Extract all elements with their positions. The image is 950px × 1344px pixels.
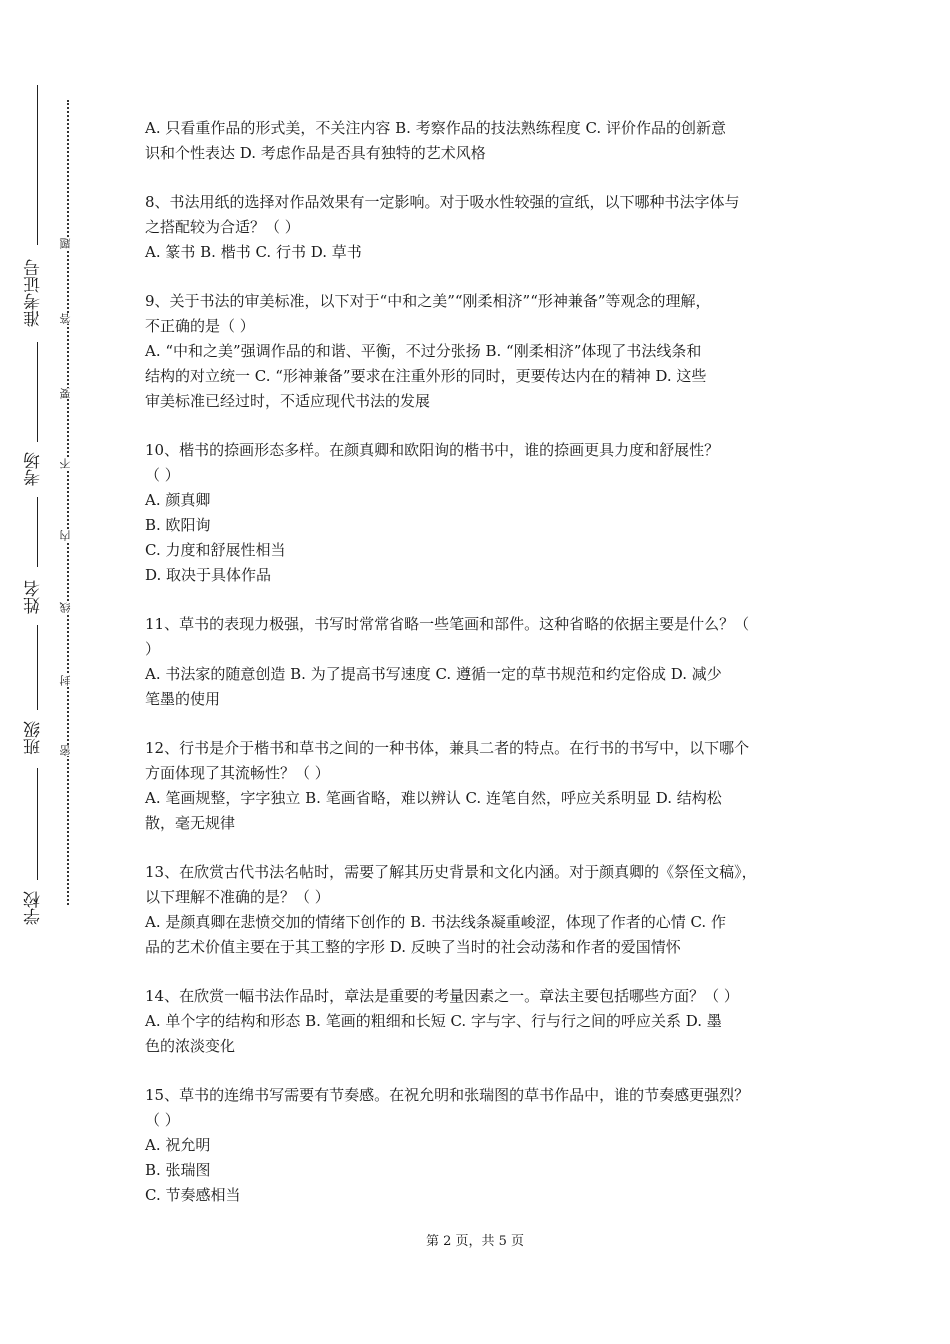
field-line [37,625,38,710]
option-b: B. 欧阳询 [145,516,211,534]
question-stem: 方面体现了其流畅性？（ ） [145,764,330,782]
question-stem: 9、关于书法的审美标准，以下对于“中和之美”“刚柔相济”“形神兼备”等观念的理解， [145,292,711,310]
seal-char: 线 [59,602,75,613]
question-options: 审美标准已经过时，不适应现代书法的发展 [145,392,431,410]
question-stem: 12、行书是介于楷书和草书之间的一种书体，兼具二者的特点。在行书的书写中，以下哪个 [145,739,750,757]
question-stem: 11、草书的表现力极强，书写时常常省略一些笔画和部件。这种省略的依据主要是什么？（ [145,615,750,633]
question-stem: （ ） [145,1111,180,1129]
field-label-school: 学校 [24,891,44,925]
seal-char: 内 [59,530,75,541]
question-options: A. 笔画规整，字字独立 B. 笔画省略，难以辨认 C. 连笔自然，呼应关系明显 D. 结构松 [145,789,722,807]
question-stem: 之搭配较为合适？（ ） [145,218,300,236]
question-options: A. 书法家的随意创造 B. 为了提高书写速度 C. 遵循一定的草书规范和约定俗成 D. 减少 [145,665,722,683]
question-line: 识和个性表达 D. 考虑作品是否具有独特的艺术风格 [145,144,486,162]
question-stem: 13、在欣赏古代书法名帖时，需要了解其历史背景和文化内涵。对于颜真卿的《祭侄文稿》， [145,863,757,881]
field-line [37,768,38,880]
seal-char: 不 [59,458,75,469]
question-options: A. “中和之美”强调作品的和谐、平衡，不过分张扬 B. “刚柔相济”体现了书法线条和 [145,342,702,360]
seal-char: 要 [59,388,75,399]
question-options: 笔墨的使用 [145,690,221,708]
question-options: 散，毫无规律 [145,814,236,832]
binding-margin [0,0,110,1344]
question-options: 品的艺术价值主要在于其工整的字形 D. 反映了当时的社会动荡和作者的爱国情怀 [145,938,681,956]
question-11 [145,612,815,712]
question-8 [145,190,815,265]
question-stem: （ ） [145,466,180,484]
question-12 [145,736,815,836]
option-c: C. 节奏感相当 [145,1186,241,1204]
field-label-exam-room: 考场 [24,452,44,486]
question-options: 色的浓淡变化 [145,1037,236,1055]
seal-char: 封 [59,675,75,686]
option-a: A. 颜真卿 [145,491,211,509]
option-c: C. 力度和舒展性相当 [145,541,286,559]
seal-char: 密 [59,745,75,756]
question-options: A. 是颜真卿在悲愤交加的情绪下创作的 B. 书法线条凝重峻涩，体现了作者的心情 C. 作 [145,913,726,931]
seal-char: 答 [59,313,75,324]
option-d: D. 取决于具体作品 [145,566,272,584]
question-15 [145,1083,815,1208]
question-stem: 15、草书的连绵书写需要有节奏感。在祝允明和张瑞图的草书作品中，谁的节奏感更强烈？ [145,1086,750,1104]
field-line [37,85,38,245]
question-stem: 8、书法用纸的选择对作品效果有一定影响。对于吸水性较强的宣纸，以下哪种书法字体与 [145,193,740,211]
question-options: A. 篆书 B. 楷书 C. 行书 D. 草书 [145,243,362,261]
page-number: 第 2 页，共 5 页 [425,1234,525,1249]
question-10 [145,438,815,588]
question-line: A. 只看重作品的形式美，不关注内容 B. 考察作品的技法熟练程度 C. 评价作品的创新意 [145,119,726,137]
question-options: 结构的对立统一 C. “形神兼备”要求在注重外形的同时，更要传达内在的精神 D. 这些 [145,367,707,385]
field-label-class: 班级 [24,721,44,755]
question-stem: 10、楷书的捺画形态多样。在颜真卿和欧阳询的楷书中，谁的捺画更具力度和舒展性？ [145,441,720,459]
question-9 [145,289,815,414]
seal-dotted-line [67,100,69,905]
question-stem: 以下理解不准确的是？（ ） [145,888,330,906]
question-14 [145,984,815,1059]
question-stem: 14、在欣赏一幅书法作品时，章法是重要的考量因素之一。章法主要包括哪些方面？（ ） [145,987,739,1005]
field-line [37,497,38,567]
field-label-name: 姓名 [24,580,44,614]
field-line [37,342,38,442]
question-stem: 不正确的是（ ） [145,317,255,335]
option-a: A. 祝允明 [145,1136,211,1154]
question-13 [145,860,815,960]
seal-char: 题 [59,238,75,249]
question-7-options [145,116,815,166]
question-stem: ） [145,640,161,658]
question-list [145,116,815,1208]
field-label-exam-id: 准考证号 [24,259,44,327]
question-options: A. 单个字的结构和形态 B. 笔画的粗细和长短 C. 字与字、行与行之间的呼应关系 D. 墨 [145,1012,722,1030]
option-b: B. 张瑞图 [145,1161,211,1179]
